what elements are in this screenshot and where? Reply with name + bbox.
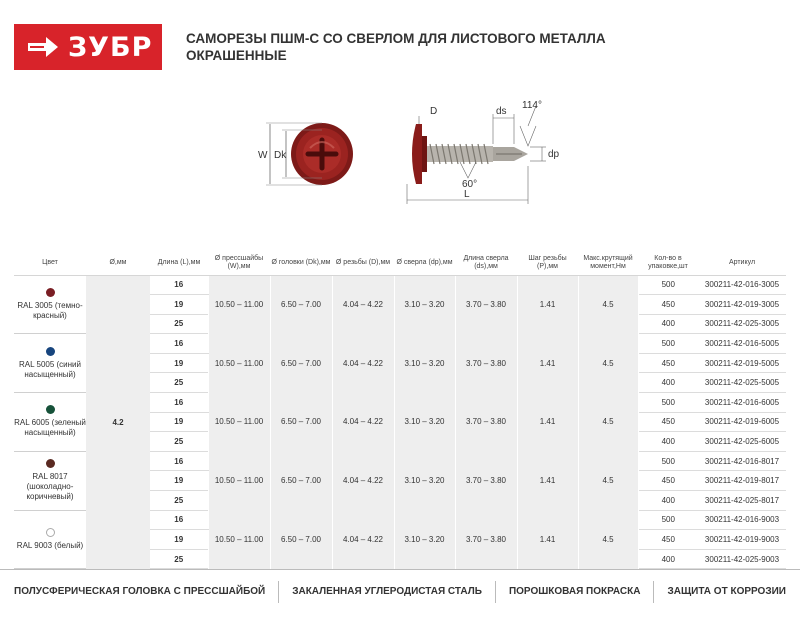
- article-value: 300211-42-019-3005: [698, 295, 786, 315]
- feature-item: ПОЛУСФЕРИЧЕСКАЯ ГОЛОВКА С ПРЕССШАЙБОЙ: [14, 586, 266, 597]
- color-swatch-icon: [46, 528, 55, 537]
- header-diameter: Ø,мм: [86, 251, 150, 275]
- header-color: Цвет: [14, 251, 86, 275]
- page-title: [186, 30, 606, 64]
- drill-value: 3.10 – 3.20: [394, 393, 455, 452]
- length-value: 25: [150, 373, 208, 393]
- length-value: 16: [150, 393, 208, 413]
- pack-qty-value: 500: [638, 393, 698, 413]
- color-label: RAL 9003 (белый): [16, 541, 84, 551]
- article-value: 300211-42-025-3005: [698, 314, 786, 334]
- screw-head-front-view: [291, 123, 353, 185]
- article-value: 300211-42-025-8017: [698, 491, 786, 511]
- color-swatch-icon: [46, 288, 55, 297]
- article-value: 300211-42-025-9003: [698, 549, 786, 569]
- torque-value: 4.5: [578, 334, 638, 393]
- title-line-2: ОКРАШЕННЫЕ: [186, 48, 287, 63]
- color-label: RAL 6005 (зеленый насыщенный): [14, 418, 86, 438]
- header-drill: Ø сверла (dp),мм: [394, 251, 455, 275]
- washer-value: 10.50 – 11.00: [208, 451, 270, 510]
- label-L: L: [464, 189, 470, 200]
- title-line-1: САМОРЕЗЫ ПШМ-С СО СВЕРЛОМ ДЛЯ ЛИСТОВОГО МЕТАЛЛА: [186, 31, 606, 46]
- article-value: 300211-42-016-3005: [698, 275, 786, 295]
- torque-value: 4.5: [578, 451, 638, 510]
- pack-qty-value: 450: [638, 412, 698, 432]
- spec-table: [14, 251, 786, 569]
- drill-value: 3.10 – 3.20: [394, 275, 455, 334]
- washer-value: 10.50 – 11.00: [208, 510, 270, 569]
- pack-qty-value: 400: [638, 491, 698, 511]
- length-value: 19: [150, 530, 208, 550]
- feature-divider: [653, 581, 654, 603]
- brand-name: ЗУБР: [68, 31, 153, 63]
- feature-item: ЗАЩИТА ОТ КОРРОЗИИ: [667, 586, 786, 597]
- length-value: 16: [150, 510, 208, 530]
- article-value: 300211-42-016-6005: [698, 393, 786, 413]
- label-angle-top: 114°: [522, 100, 542, 111]
- brand-arrow-icon: [26, 30, 60, 64]
- table-row: [14, 275, 786, 295]
- length-value: 19: [150, 471, 208, 491]
- length-value: 25: [150, 314, 208, 334]
- torque-value: 4.5: [578, 275, 638, 334]
- spec-table-body: [14, 275, 786, 569]
- label-dp: dp: [548, 149, 560, 160]
- drill-length-value: 3.70 – 3.80: [455, 510, 517, 569]
- screw-diagram: [230, 96, 570, 216]
- color-cell: [14, 510, 86, 569]
- table-header-row: [14, 251, 786, 275]
- length-value: 19: [150, 412, 208, 432]
- article-value: 300211-42-019-9003: [698, 530, 786, 550]
- color-cell: [14, 334, 86, 393]
- color-label: RAL 3005 (темно-красный): [17, 300, 83, 320]
- pack-qty-value: 500: [638, 451, 698, 471]
- pack-qty-value: 450: [638, 295, 698, 315]
- washer-value: 10.50 – 11.00: [208, 334, 270, 393]
- color-cell: [14, 393, 86, 452]
- screw-side-view: [412, 124, 528, 184]
- pitch-value: 1.41: [517, 451, 578, 510]
- feature-divider: [495, 581, 496, 603]
- drill-value: 3.10 – 3.20: [394, 510, 455, 569]
- article-value: 300211-42-016-8017: [698, 451, 786, 471]
- head-value: 6.50 – 7.00: [270, 334, 332, 393]
- article-value: 300211-42-016-5005: [698, 334, 786, 354]
- thread-value: 4.04 – 4.22: [332, 510, 394, 569]
- drill-value: 3.10 – 3.20: [394, 451, 455, 510]
- drill-value: 3.10 – 3.20: [394, 334, 455, 393]
- drill-length-value: 3.70 – 3.80: [455, 334, 517, 393]
- pitch-value: 1.41: [517, 510, 578, 569]
- pitch-value: 1.41: [517, 275, 578, 334]
- brand-logo: [14, 24, 162, 70]
- color-label: RAL 8017 (шоколадно-коричневый): [26, 472, 74, 502]
- thread-value: 4.04 – 4.22: [332, 334, 394, 393]
- color-swatch-icon: [46, 347, 55, 356]
- pitch-value: 1.41: [517, 334, 578, 393]
- header-thread: Ø резьбы (D),мм: [332, 251, 394, 275]
- head-value: 6.50 – 7.00: [270, 275, 332, 334]
- pack-qty-value: 450: [638, 353, 698, 373]
- thread-value: 4.04 – 4.22: [332, 393, 394, 452]
- pack-qty-value: 400: [638, 373, 698, 393]
- pack-qty-value: 500: [638, 334, 698, 354]
- thread-value: 4.04 – 4.22: [332, 275, 394, 334]
- label-angle-bottom: 60°: [462, 179, 478, 190]
- thread-value: 4.04 – 4.22: [332, 451, 394, 510]
- color-swatch-icon: [46, 405, 55, 414]
- length-value: 16: [150, 275, 208, 295]
- feature-item: ЗАКАЛЕННАЯ УГЛЕРОДИСТАЯ СТАЛЬ: [292, 586, 482, 597]
- drill-length-value: 3.70 – 3.80: [455, 393, 517, 452]
- color-cell: [14, 451, 86, 510]
- washer-value: 10.50 – 11.00: [208, 275, 270, 334]
- article-value: 300211-42-025-5005: [698, 373, 786, 393]
- pitch-value: 1.41: [517, 393, 578, 452]
- length-value: 19: [150, 295, 208, 315]
- header-article: Артикул: [698, 251, 786, 275]
- header-drill-length: Длина сверла (ds),мм: [455, 251, 517, 275]
- label-Dk: Dk: [274, 150, 287, 161]
- header-pack: Кол-во в упаковке,шт: [638, 251, 698, 275]
- color-swatch-icon: [46, 459, 55, 468]
- color-cell: [14, 275, 86, 334]
- diameter-value: 4.2: [86, 275, 150, 569]
- drill-length-value: 3.70 – 3.80: [455, 451, 517, 510]
- label-W: W: [258, 150, 268, 161]
- pack-qty-value: 400: [638, 549, 698, 569]
- drill-length-value: 3.70 – 3.80: [455, 275, 517, 334]
- length-value: 25: [150, 432, 208, 452]
- header-washer: Ø прессшайбы (W),мм: [208, 251, 270, 275]
- length-value: 19: [150, 353, 208, 373]
- article-value: 300211-42-016-9003: [698, 510, 786, 530]
- header-head: Ø головки (Dk),мм: [270, 251, 332, 275]
- label-D: D: [430, 106, 438, 117]
- article-value: 300211-42-025-6005: [698, 432, 786, 452]
- head-value: 6.50 – 7.00: [270, 393, 332, 452]
- pack-qty-value: 500: [638, 275, 698, 295]
- article-value: 300211-42-019-6005: [698, 412, 786, 432]
- label-ds: ds: [496, 106, 507, 117]
- torque-value: 4.5: [578, 393, 638, 452]
- feature-item: ПОРОШКОВАЯ ПОКРАСКА: [508, 586, 641, 597]
- feature-divider: [278, 581, 279, 603]
- head-value: 6.50 – 7.00: [270, 451, 332, 510]
- article-value: 300211-42-019-8017: [698, 471, 786, 491]
- length-value: 25: [150, 491, 208, 511]
- pack-qty-value: 400: [638, 314, 698, 334]
- length-value: 16: [150, 334, 208, 354]
- length-value: 16: [150, 451, 208, 471]
- header-pitch: Шаг резьбы (P),мм: [517, 251, 578, 275]
- pack-qty-value: 450: [638, 530, 698, 550]
- pack-qty-value: 500: [638, 510, 698, 530]
- feature-strip: [0, 569, 800, 613]
- washer-value: 10.50 – 11.00: [208, 393, 270, 452]
- pack-qty-value: 400: [638, 432, 698, 452]
- header-torque: Макс.крутящий момент,Нм: [578, 251, 638, 275]
- head-value: 6.50 – 7.00: [270, 510, 332, 569]
- length-value: 25: [150, 549, 208, 569]
- pack-qty-value: 450: [638, 471, 698, 491]
- article-value: 300211-42-019-5005: [698, 353, 786, 373]
- header-length: Длина (L),мм: [150, 251, 208, 275]
- torque-value: 4.5: [578, 510, 638, 569]
- color-label: RAL 5005 (синий насыщенный): [19, 359, 81, 379]
